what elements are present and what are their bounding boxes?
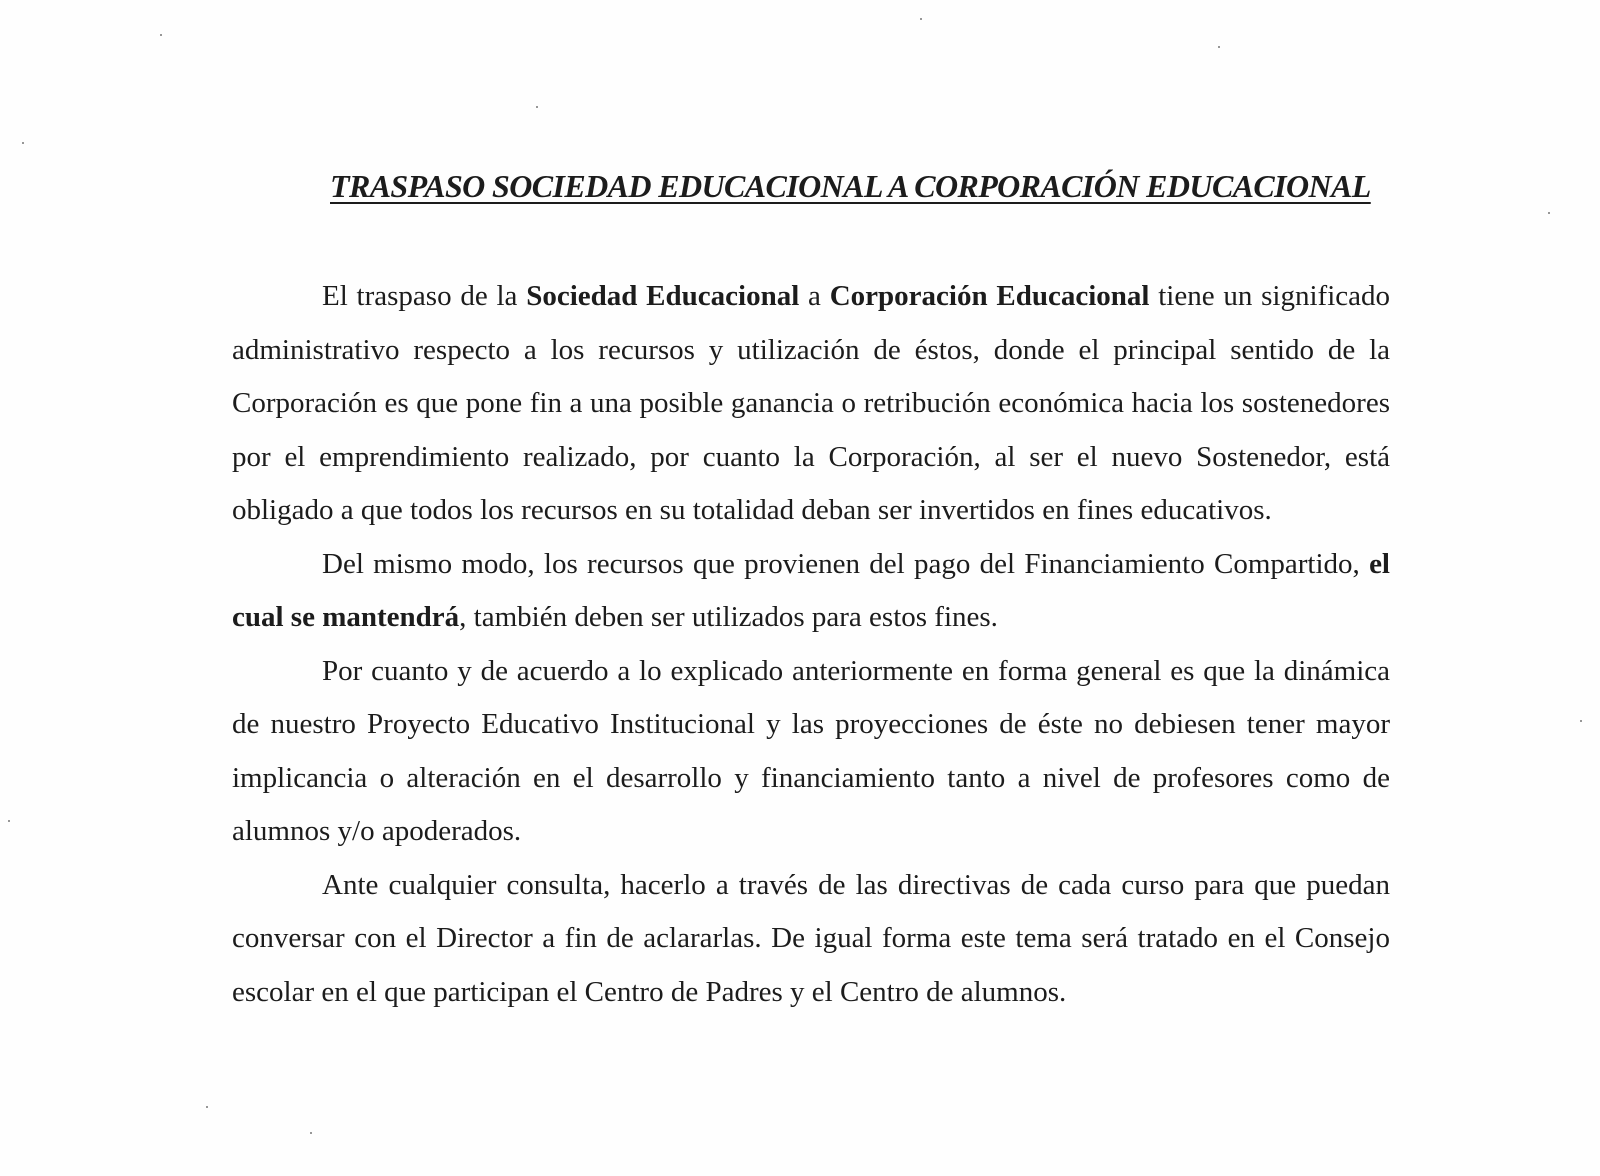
paragraph-4 [232,859,1390,1020]
scan-speck [160,34,162,36]
paragraph-1-text: a [799,280,830,312]
paragraph-4-text: Ante cualquier consulta, hacerlo a través de las directivas de cada curso para que puedan conversar con el Director a fin de aclararlas. De igual forma este tema será tratado en el Consejo escolar en el que participan el Centro de Padres y el Centro de alumnos. [232,868,1390,1008]
bold-sociedad-educacional: Sociedad Educacional [526,280,800,312]
scan-speck [22,142,24,144]
document-body [232,270,1390,1019]
scan-speck [536,106,538,108]
paragraph-1 [232,270,1390,538]
paragraph-2-text: , también deben ser utilizados para estos fines. [459,601,998,633]
paragraph-3-text: Por cuanto y de acuerdo a lo explicado anteriormente en forma general es que la dinámica de nuestro Proyecto Educativo Institucional y las proyecciones de éste no debiesen tener mayor implicancia o alteración en el desarrollo y financiamiento tanto a nivel de profesores como de alumnos y/o apoderados. [232,654,1390,847]
paragraph-2 [232,538,1390,645]
bold-corporacion-educacional: Corporación Educacional [829,280,1150,312]
document-title: TRASPASO SOCIEDAD EDUCACIONAL A CORPORACIÓN EDUCACIONAL [330,168,1371,204]
bold-el-cual-se-mantendra: el cual se mantendrá [232,547,1390,633]
scan-speck [1548,212,1550,214]
scan-speck [920,18,922,20]
paragraph-3 [232,645,1390,859]
scan-speck [206,1106,208,1108]
scan-speck [310,1132,312,1134]
scan-speck [1580,720,1582,722]
scan-speck [1218,46,1220,48]
paragraph-2-text: Del mismo modo, los recursos que provienen del pago del Financiamiento Compartido, [322,547,1370,580]
paragraph-1-text: tiene un significado administrativo respecto a los recursos y utilización de éstos, donde el principal sentido de la Corporación es que pone fin a una posible ganancia o retribución económica hacia los sostenedores por el emprendimiento realizado, por cuanto la Corporación, al ser el nuevo Sostenedor, está obligado a que todos los recursos en su totalidad deban ser invertidos en fines educativos. [232,280,1390,526]
scan-speck [8,820,10,822]
paragraph-1-text: El traspaso de la [322,280,527,312]
